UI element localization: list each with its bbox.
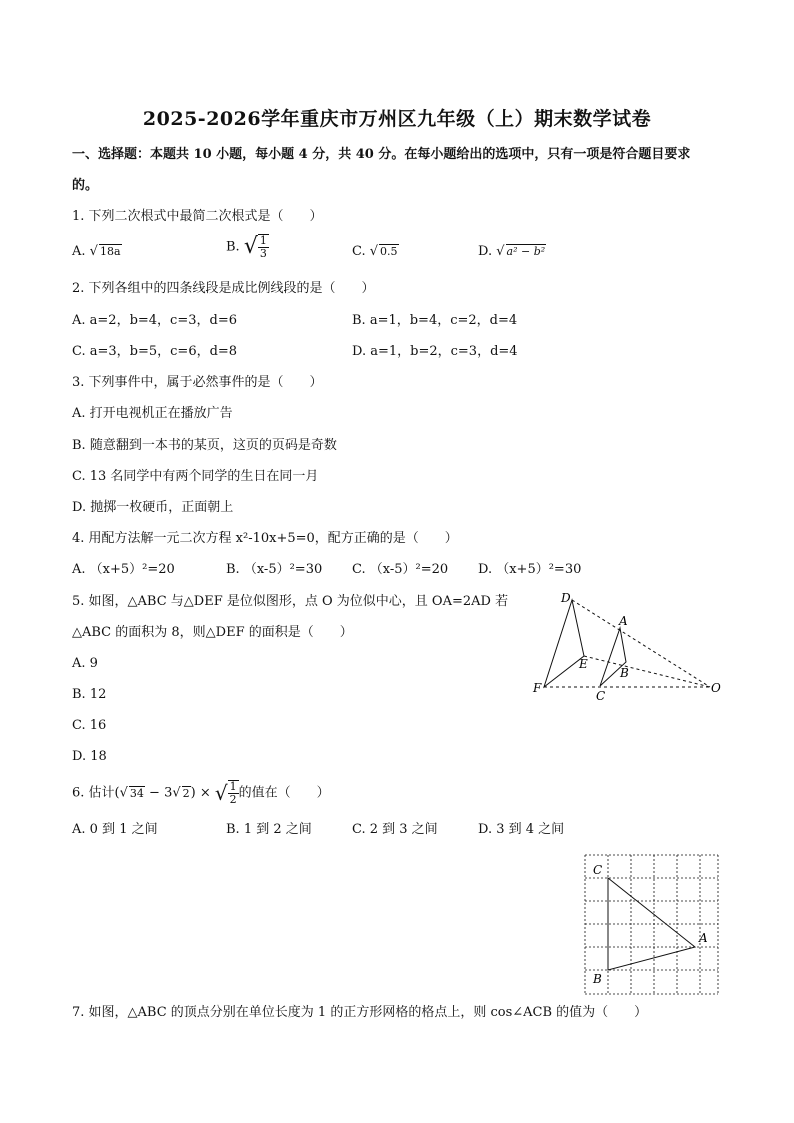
- q1-stem: 1. 下列二次根式中最简二次根式是（ ）: [72, 209, 323, 224]
- section-heading-line2: 的。: [72, 178, 99, 193]
- q6-expr-fraction: [228, 780, 239, 806]
- q1-option-d: D. √ a² − b²: [478, 244, 546, 259]
- q1-option-c: C. √ 0.5: [352, 244, 398, 259]
- q6-option-c: C. 2 到 3 之间: [352, 822, 438, 837]
- q3-option-a: A. 打开电视机正在播放广告: [72, 406, 233, 421]
- q6-option-b: B. 1 到 2 之间: [226, 822, 312, 837]
- q1-option-a-label: A.: [72, 244, 86, 259]
- label-a: A: [619, 614, 628, 628]
- q1-option-c-label: C.: [352, 244, 366, 259]
- q6-expr-denominator: 2: [229, 793, 237, 806]
- q2-option-d: D. a=1，b=2，c=3，d=4: [352, 344, 518, 359]
- q3-stem: 3. 下列事件中，属于必然事件的是（ ）: [72, 375, 323, 390]
- q4-option-c: C. （x-5）²=20: [352, 562, 449, 577]
- q1-option-b-numerator: 1: [259, 234, 267, 247]
- q1-option-a-radicand: 18a: [99, 245, 121, 258]
- q5-stem-line1: 5. 如图，△ABC 与△DEF 是位似图形，点 O 为位似中心，且 OA=2AD 若: [72, 594, 509, 609]
- q6-stem: 6. 估计(√ 34 − 3√ 2) × √ $\frac{1}{2}$ 的值在（ ）: [72, 780, 330, 806]
- q6-option-d: D. 3 到 4 之间: [478, 822, 565, 837]
- q6-expr-close: ) ×: [190, 785, 211, 801]
- section-heading-line1: 一、选择题：本题共 10 小题，每小题 4 分，共 40 分。在每小题给出的选项中，只有一项是符合题目要求: [72, 147, 691, 162]
- label-d: D: [561, 591, 571, 605]
- q4-option-d: D. （x+5）²=30: [478, 562, 582, 577]
- q1-option-b: B. √ $\frac{1}{3}$: [226, 234, 267, 260]
- label-f: F: [533, 681, 542, 695]
- q3-option-c: C. 13 名同学中有两个同学的生日在同一月: [72, 469, 319, 484]
- q1-option-a: A. √ 18a: [72, 244, 121, 259]
- q6-expr-radicand2: 2: [182, 786, 190, 800]
- label-e: E: [579, 657, 588, 671]
- q6-expr-numerator: 1: [229, 780, 237, 793]
- grid-label-b: B: [593, 972, 602, 986]
- q5-stem-line2: △ABC 的面积为 8，则△DEF 的面积是（ ）: [72, 625, 353, 640]
- q4-option-b: B. （x-5）²=30: [226, 562, 323, 577]
- q2-option-c: C. a=3，b=5，c=6，d=8: [72, 344, 238, 359]
- label-c: C: [596, 689, 606, 703]
- q1-option-b-fraction: [258, 234, 269, 260]
- q6-expr-radicand1: 34: [129, 786, 144, 800]
- q4-option-a: A. （x+5）²=20: [72, 562, 175, 577]
- grid-label-a: A: [699, 931, 708, 945]
- page-title: 2025-2026学年重庆市万州区九年级（上）期末数学试卷: [142, 108, 652, 130]
- q2-option-b: B. a=1，b=4，c=2，d=4: [352, 313, 518, 328]
- q6-option-a: A. 0 到 1 之间: [72, 822, 158, 837]
- q5-option-b: B. 12: [72, 687, 107, 702]
- q1-option-b-denominator: 3: [259, 247, 267, 260]
- q2-stem: 2. 下列各组中的四条线段是成比例线段的是（ ）: [72, 281, 375, 296]
- q4-stem: 4. 用配方法解一元二次方程 x²-10x+5=0，配方正确的是（ ）: [72, 531, 458, 546]
- q5-homothety-figure: [528, 588, 728, 706]
- q6-stem-prefix: 6. 估计: [72, 785, 115, 801]
- q3-option-b: B. 随意翻到一本书的某页，这页的页码是奇数: [72, 438, 337, 453]
- q5-option-a: A. 9: [72, 656, 98, 671]
- q6-stem-suffix: 的值在（ ）: [238, 785, 330, 801]
- grid-label-c: C: [593, 863, 603, 877]
- label-b: B: [620, 666, 629, 680]
- q1-option-b-label: B.: [226, 239, 240, 255]
- q7-grid-lines: [585, 855, 718, 994]
- q7-grid-figure: [582, 853, 722, 998]
- q7-stem: 7. 如图，△ABC 的顶点分别在单位长度为 1 的正方形网格的格点上，则 cos∠ACB 的值为（ ）: [72, 1005, 648, 1020]
- q3-option-d: D. 抛掷一枚硬币，正面朝上: [72, 500, 234, 515]
- triangle-def: [544, 600, 584, 687]
- q5-option-c: C. 16: [72, 718, 107, 733]
- q2-option-a: A. a=2，b=4，c=3，d=6: [72, 313, 237, 328]
- label-o: O: [711, 681, 721, 695]
- q1-option-d-label: D.: [478, 244, 493, 259]
- q5-option-d: D. 18: [72, 749, 107, 764]
- q6-expr-minus: − 3: [144, 785, 173, 801]
- q6-expr-open: (: [114, 785, 120, 801]
- q1-option-d-radicand: a² − b²: [506, 245, 546, 258]
- q1-option-c-radicand: 0.5: [380, 245, 398, 258]
